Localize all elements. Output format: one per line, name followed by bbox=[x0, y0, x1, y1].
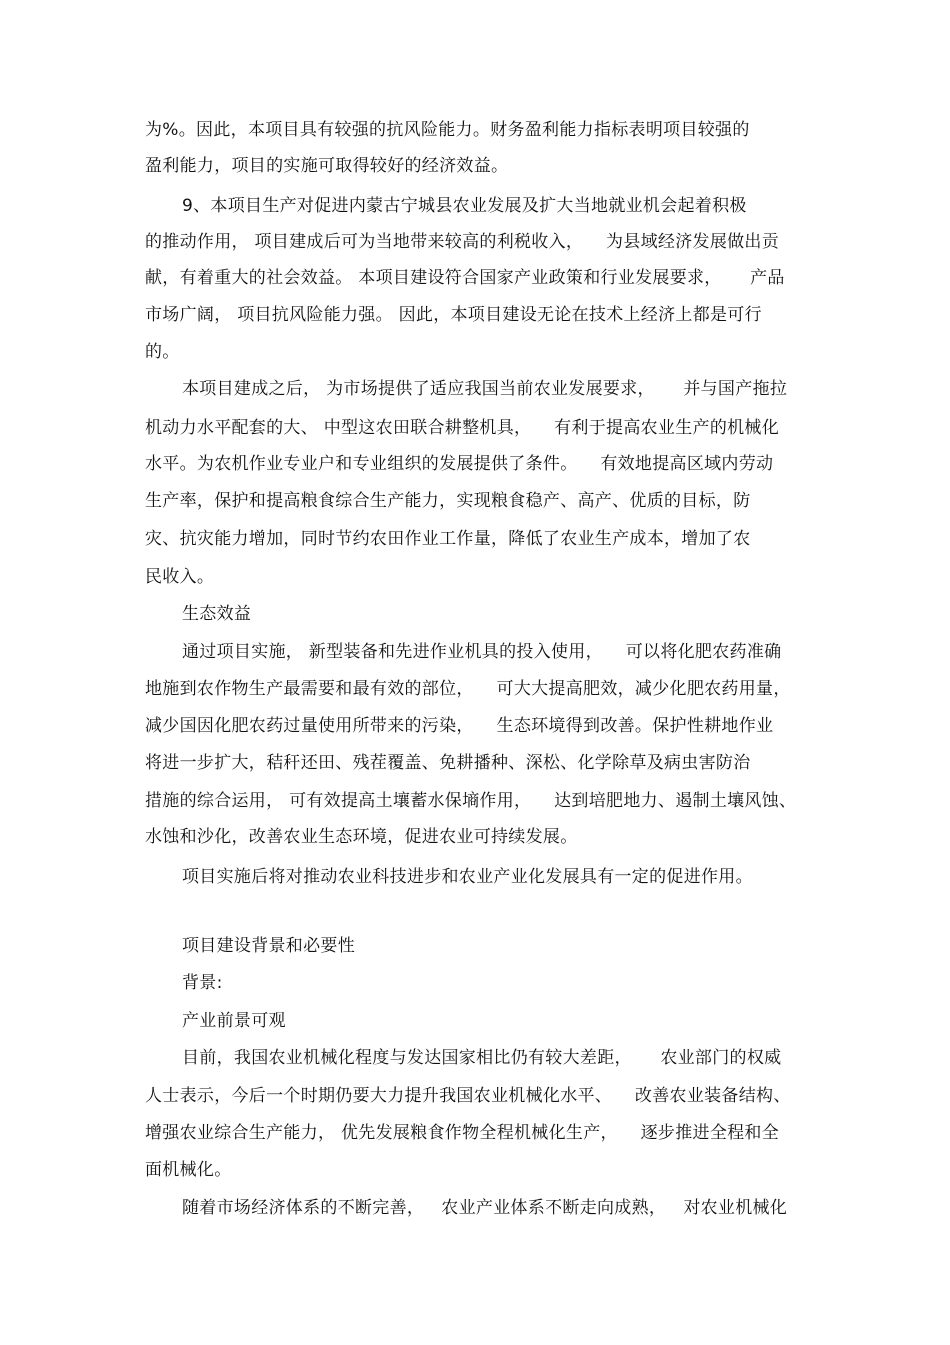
section-heading: 背景: bbox=[182, 973, 223, 993]
text-line: 减少国因化肥农药过量使用所带来的污染， 生态环境得到改善。保护性耕地作业 bbox=[145, 716, 774, 736]
section-heading: 项目建设背景和必要性 bbox=[182, 936, 355, 956]
text-line: 水平。为农机作业专业户和专业组织的发展提供了条件。 有效地提高区域内劳动 bbox=[145, 454, 774, 474]
paragraph-first-line: 通过项目实施， 新型装备和先进作业机具的投入使用， 可以将化肥农药准确 bbox=[182, 642, 782, 662]
text-line: 的。 bbox=[145, 342, 180, 362]
text-line: 的推动作用， 项目建成后可为当地带来较高的利税收入， 为县域经济发展做出贡 bbox=[145, 232, 780, 252]
text-line: 献，有着重大的社会效益。 本项目建设符合国家产业政策和行业发展要求， 产品 bbox=[145, 268, 785, 288]
text-line: 生产率，保护和提高粮食综合生产能力，实现粮食稳产、高产、优质的目标，防 bbox=[145, 491, 751, 511]
text-line: 盈利能力，项目的实施可取得较好的经济效益。 bbox=[145, 156, 509, 176]
section-heading: 生态效益 bbox=[182, 604, 252, 624]
text-line: 措施的综合运用， 可有效提高土壤蓄水保墒作用， 达到培肥地力、遏制土壤风蚀、 bbox=[145, 791, 797, 811]
paragraph-first-line: 本项目建成之后， 为市场提供了适应我国当前农业发展要求， 并与国产拖拉 bbox=[182, 379, 788, 399]
text-line: 面机械化。 bbox=[145, 1160, 232, 1180]
text-line: 地施到农作物生产最需要和最有效的部位， 可大大提高肥效，减少化肥农药用量， bbox=[145, 679, 791, 699]
text-line: 为%。因此，本项目具有较强的抗风险能力。财务盈利能力指标表明项目较强的 bbox=[145, 120, 750, 140]
text-line: 人士表示，今后一个时期仍要大力提升我国农业机械化水平、 改善农业装备结构、 bbox=[145, 1086, 791, 1106]
text-line: 将进一步扩大，秸秆还田、残茬覆盖、免耕播种、深松、化学除草及病虫害防治 bbox=[145, 753, 751, 773]
paragraph-first-line: 目前，我国农业机械化程度与发达国家相比仍有较大差距， 农业部门的权威 bbox=[182, 1048, 782, 1068]
text-line: 民收入。 bbox=[145, 567, 215, 587]
text-line: 机动力水平配套的大、 中型这农田联合耕整机具， 有利于提高农业生产的机械化 bbox=[145, 418, 780, 438]
text-line: 灾、抗灾能力增加，同时节约农田作业工作量，降低了农业生产成本，增加了农 bbox=[145, 529, 751, 549]
text-line: 增强农业综合生产能力， 优先发展粮食作物全程机械化生产， 逐步推进全程和全 bbox=[145, 1123, 780, 1143]
paragraph-first-line: 9、本项目生产对促进内蒙古宁城县农业发展及扩大当地就业机会起着积极 bbox=[182, 196, 747, 216]
text-line: 水蚀和沙化，改善农业生态环境，促进农业可持续发展。 bbox=[145, 827, 578, 847]
paragraph-first-line: 随着市场经济体系的不断完善， 农业产业体系不断走向成熟， 对农业机械化 bbox=[182, 1198, 788, 1218]
section-heading: 产业前景可观 bbox=[182, 1011, 286, 1031]
paragraph-first-line: 项目实施后将对推动农业科技进步和农业产业化发展具有一定的促进作用。 bbox=[182, 867, 753, 887]
text-line: 市场广阔， 项目抗风险能力强。 因此，本项目建设无论在技术上经济上都是可行 bbox=[145, 305, 762, 325]
